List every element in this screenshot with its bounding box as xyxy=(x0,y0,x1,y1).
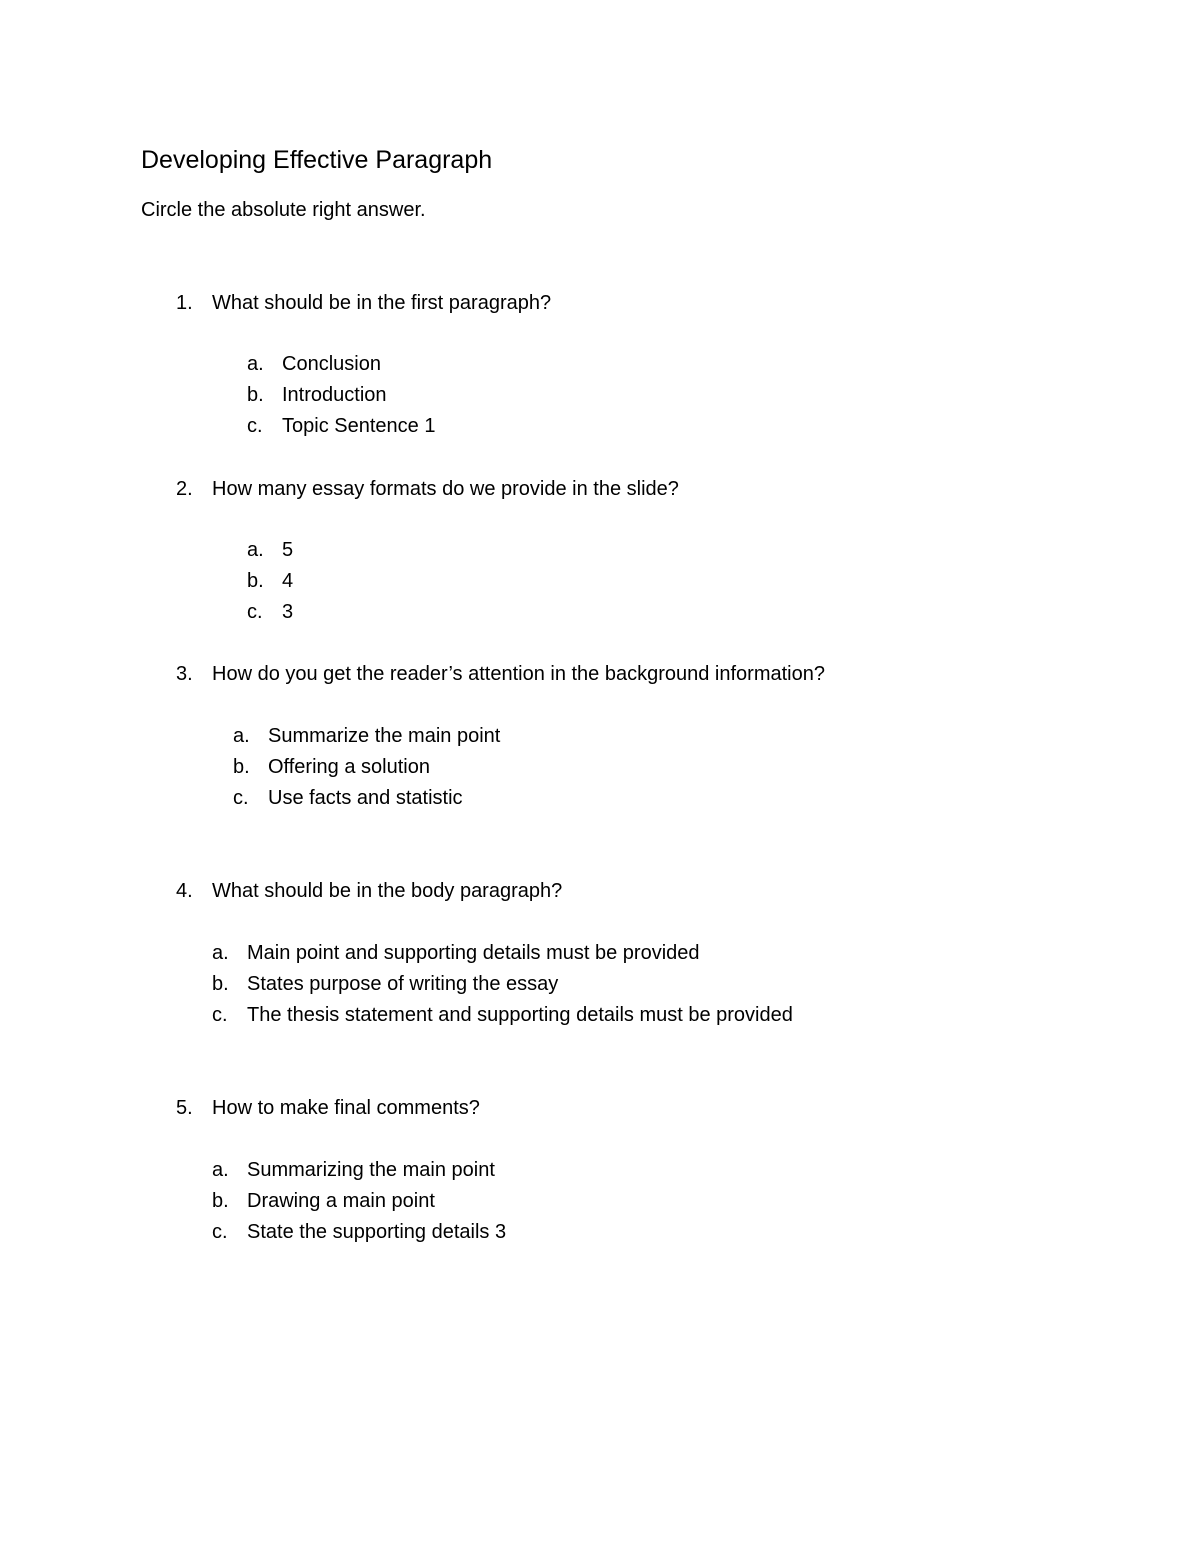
question-number: 4. xyxy=(176,880,193,902)
option-letter: c. xyxy=(247,415,263,437)
option-letter: a. xyxy=(233,725,250,747)
option-text: Drawing a main point xyxy=(247,1190,435,1212)
question-number: 2. xyxy=(176,478,193,500)
option-letter: b. xyxy=(233,756,250,778)
option-text: States purpose of writing the essay xyxy=(247,973,559,995)
question-number: 3. xyxy=(176,663,193,685)
option-letter: b. xyxy=(212,973,229,995)
option-letter: c. xyxy=(212,1004,228,1026)
option-letter: b. xyxy=(247,570,264,592)
document-title: Developing Effective Paragraph xyxy=(141,146,493,174)
option-text: State the supporting details 3 xyxy=(247,1221,507,1243)
question-number: 5. xyxy=(176,1097,193,1119)
option-text: Summarizing the main point xyxy=(247,1159,495,1181)
option-letter: c. xyxy=(212,1221,228,1243)
option-text: Main point and supporting details must be provided xyxy=(247,942,700,964)
instruction-text: Circle the absolute right answer. xyxy=(141,199,426,221)
option-letter: a. xyxy=(247,539,264,561)
option-letter: a. xyxy=(247,353,264,375)
question-text: What should be in the first paragraph? xyxy=(212,292,552,314)
option-letter: b. xyxy=(247,384,264,406)
option-letter: a. xyxy=(212,1159,229,1181)
option-letter: a. xyxy=(212,942,229,964)
option-text: Topic Sentence 1 xyxy=(282,415,436,437)
option-letter: c. xyxy=(233,787,249,809)
option-letter: c. xyxy=(247,601,263,623)
question-text: How do you get the reader’s attention in the background information? xyxy=(212,663,825,685)
option-text: 4 xyxy=(282,570,294,592)
question-text: How many essay formats do we provide in the slide? xyxy=(212,478,679,500)
option-text: Introduction xyxy=(282,384,387,406)
question-number: 1. xyxy=(176,292,193,314)
option-text: Conclusion xyxy=(282,353,381,375)
option-text: Summarize the main point xyxy=(268,725,501,747)
option-text: 3 xyxy=(282,601,294,623)
question-text: How to make final comments? xyxy=(212,1097,480,1119)
question-text: What should be in the body paragraph? xyxy=(212,880,563,902)
option-text: Use facts and statistic xyxy=(268,787,463,809)
option-text: Offering a solution xyxy=(268,756,430,778)
option-text: The thesis statement and supporting details must be provided xyxy=(247,1004,793,1026)
option-text: 5 xyxy=(282,539,294,561)
option-letter: b. xyxy=(212,1190,229,1212)
